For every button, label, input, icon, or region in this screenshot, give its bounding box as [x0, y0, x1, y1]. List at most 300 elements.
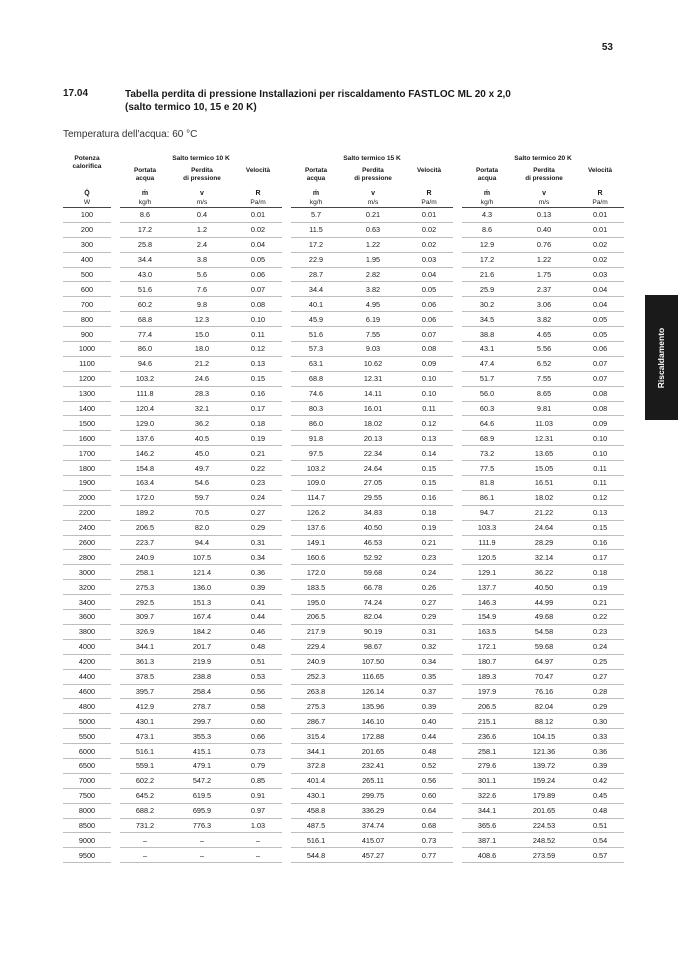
- pressure-cell: 9.03: [341, 342, 405, 357]
- flow-cell: 344.1: [291, 744, 341, 759]
- power-cell: 4200: [63, 654, 111, 669]
- flow-cell: 240.9: [291, 654, 341, 669]
- flow-cell: 51.6: [291, 327, 341, 342]
- velocity-cell: 0.12: [405, 416, 453, 431]
- flow-cell: 195.0: [291, 595, 341, 610]
- velocity-cell: 0.27: [405, 595, 453, 610]
- velocity-cell: 0.36: [576, 744, 624, 759]
- velocity-cell: 0.40: [405, 714, 453, 729]
- pressure-cell: 776.3: [170, 818, 234, 833]
- power-cell: 900: [63, 327, 111, 342]
- side-tab-riscaldamento: [645, 295, 678, 420]
- pressure-cell: 0.63: [341, 222, 405, 237]
- velocity-cell: 0.73: [405, 833, 453, 848]
- pressure-cell: 0.21: [341, 208, 405, 223]
- velocity-cell: 0.13: [405, 431, 453, 446]
- flow-cell: 28.7: [291, 267, 341, 282]
- velocity-cell: –: [234, 833, 282, 848]
- flow-cell: 645.2: [120, 788, 170, 803]
- table-row: [63, 222, 624, 237]
- table-row: [63, 535, 624, 550]
- flow-cell: 45.9: [291, 312, 341, 327]
- velocity-header: Velocità: [587, 167, 613, 174]
- flow-header: [120, 167, 170, 189]
- velocity-cell: 0.25: [576, 654, 624, 669]
- flow-cell: 559.1: [120, 758, 170, 773]
- pressure-cell: 52.92: [341, 550, 405, 565]
- table-row: [63, 818, 624, 833]
- velocity-cell: 0.29: [576, 699, 624, 714]
- flow-cell: –: [120, 848, 170, 863]
- velocity-cell: 0.24: [576, 639, 624, 654]
- flow-symbol: ṁ: [312, 189, 320, 197]
- flow-cell: 129.0: [120, 416, 170, 431]
- flow-cell: 154.9: [462, 610, 512, 625]
- velocity-cell: 0.21: [234, 446, 282, 461]
- flow-cell: 279.6: [462, 758, 512, 773]
- velocity-cell: 0.18: [234, 416, 282, 431]
- flow-cell: 223.7: [120, 535, 170, 550]
- velocity-cell: 0.15: [576, 520, 624, 535]
- velocity-cell: 0.68: [405, 818, 453, 833]
- table-row: [63, 624, 624, 639]
- flow-cell: 103.3: [462, 520, 512, 535]
- pressure-cell: 88.12: [512, 714, 576, 729]
- power-cell: 700: [63, 297, 111, 312]
- flow-cell: 236.6: [462, 729, 512, 744]
- pressure-header-line2: di pressione: [525, 174, 563, 182]
- velocity-cell: 0.22: [234, 461, 282, 476]
- pressure-cell: 6.19: [341, 312, 405, 327]
- flow-cell: 4.3: [462, 208, 512, 223]
- flow-cell: 344.1: [462, 803, 512, 818]
- flow-cell: 68.9: [462, 431, 512, 446]
- velocity-cell: 0.29: [405, 610, 453, 625]
- pressure-cell: 1.22: [341, 237, 405, 252]
- flow-cell: 473.1: [120, 729, 170, 744]
- power-cell: 400: [63, 252, 111, 267]
- group-header-15k: Salto termico 15 K: [343, 155, 401, 162]
- pressure-cell: 40.50: [512, 580, 576, 595]
- velocity-cell: 0.18: [405, 505, 453, 520]
- power-cell: 1000: [63, 342, 111, 357]
- pressure-header: [170, 167, 234, 189]
- pressure-cell: 20.13: [341, 431, 405, 446]
- flow-cell: 17.2: [120, 222, 170, 237]
- table-row: [63, 565, 624, 580]
- power-cell: 3200: [63, 580, 111, 595]
- flow-cell: 183.5: [291, 580, 341, 595]
- velocity-symbol: v: [200, 189, 204, 197]
- velocity-cell: 0.26: [405, 580, 453, 595]
- flow-cell: 5.7: [291, 208, 341, 223]
- flow-cell: 120.5: [462, 550, 512, 565]
- pressure-cell: 1.2: [170, 222, 234, 237]
- velocity-cell: 0.34: [234, 550, 282, 565]
- pressure-cell: 415.1: [170, 744, 234, 759]
- velocity-cell: 0.07: [576, 371, 624, 386]
- power-header-line2: calorifica: [72, 163, 102, 170]
- velocity-cell: 0.46: [234, 624, 282, 639]
- group-header-10k: Salto termico 10 K: [172, 155, 230, 162]
- velocity-cell: 0.04: [405, 267, 453, 282]
- flow-cell: 47.4: [462, 356, 512, 371]
- pressure-cell: 2.82: [341, 267, 405, 282]
- pressure-cell: 219.9: [170, 654, 234, 669]
- flow-cell: 77.4: [120, 327, 170, 342]
- pressure-loss-table: [63, 155, 624, 863]
- section-title: [125, 88, 511, 114]
- pressure-cell: 151.3: [170, 595, 234, 610]
- velocity-cell: 0.01: [576, 222, 624, 237]
- flow-cell: 458.8: [291, 803, 341, 818]
- flow-cell: 197.9: [462, 684, 512, 699]
- table-row: [63, 580, 624, 595]
- flow-cell: 86.1: [462, 490, 512, 505]
- power-cell: 7000: [63, 773, 111, 788]
- power-header: [63, 155, 111, 189]
- pressure-cell: 0.76: [512, 237, 576, 252]
- flow-cell: 114.7: [291, 490, 341, 505]
- velocity-cell: 0.21: [405, 535, 453, 550]
- power-cell: 3800: [63, 624, 111, 639]
- velocity-cell: 0.48: [234, 639, 282, 654]
- velocity-cell: 0.30: [576, 714, 624, 729]
- table-row: [63, 461, 624, 476]
- table-row: [63, 848, 624, 863]
- pressure-cell: 13.65: [512, 446, 576, 461]
- flow-cell: 430.1: [120, 714, 170, 729]
- power-cell: 6500: [63, 758, 111, 773]
- pressure-cell: 184.2: [170, 624, 234, 639]
- velocity-cell: 0.04: [576, 282, 624, 297]
- pressure-cell: 0.40: [512, 222, 576, 237]
- table-row: [63, 267, 624, 282]
- pressure-cell: 126.14: [341, 684, 405, 699]
- velocity-cell: 0.19: [234, 431, 282, 446]
- table-row: [63, 282, 624, 297]
- pressure-cell: 18.0: [170, 342, 234, 357]
- velocity-symbol: v: [542, 189, 546, 197]
- velocity-cell: 0.44: [405, 729, 453, 744]
- velocity-cell: 0.01: [576, 208, 624, 223]
- flow-cell: 286.7: [291, 714, 341, 729]
- velocity-header: Velocità: [245, 167, 271, 174]
- power-unit: W: [63, 197, 111, 208]
- velocity-cell: 0.56: [234, 684, 282, 699]
- velocity-cell: 0.06: [405, 297, 453, 312]
- pressure-cell: 49.7: [170, 461, 234, 476]
- flow-cell: 395.7: [120, 684, 170, 699]
- velocity-cell: 0.09: [576, 416, 624, 431]
- velocity-cell: 0.05: [234, 252, 282, 267]
- flow-cell: 137.6: [291, 520, 341, 535]
- flow-cell: 17.2: [291, 237, 341, 252]
- table-row: [63, 803, 624, 818]
- velocity-cell: 0.48: [405, 744, 453, 759]
- pressure-cell: 4.95: [341, 297, 405, 312]
- flow-cell: 206.5: [462, 699, 512, 714]
- pressure-cell: 3.82: [341, 282, 405, 297]
- pressure-cell: 82.04: [512, 699, 576, 714]
- pressure-cell: 24.64: [512, 520, 576, 535]
- pressure-cell: 179.89: [512, 788, 576, 803]
- velocity-cell: 0.06: [576, 342, 624, 357]
- flow-cell: 258.1: [462, 744, 512, 759]
- pressure-cell: 336.29: [341, 803, 405, 818]
- flow-cell: 516.1: [291, 833, 341, 848]
- flow-cell: 137.7: [462, 580, 512, 595]
- flow-header-line2: acqua: [306, 174, 326, 182]
- velocity-cell: 0.09: [405, 356, 453, 371]
- flow-cell: 275.3: [291, 699, 341, 714]
- pressure-cell: 59.68: [341, 565, 405, 580]
- pressure-cell: 201.65: [512, 803, 576, 818]
- flow-cell: 372.8: [291, 758, 341, 773]
- pressure-cell: 355.3: [170, 729, 234, 744]
- velocity-cell: 0.19: [576, 580, 624, 595]
- velocity-unit: m/s: [341, 197, 405, 208]
- flow-cell: 315.4: [291, 729, 341, 744]
- velocity-cell: 0.10: [405, 386, 453, 401]
- velocity-cell: 0.02: [576, 237, 624, 252]
- velocity-cell: 0.34: [405, 654, 453, 669]
- flow-cell: 21.6: [462, 267, 512, 282]
- flow-cell: 408.6: [462, 848, 512, 863]
- flow-cell: 80.3: [291, 401, 341, 416]
- pressure-cell: 54.58: [512, 624, 576, 639]
- flow-cell: 86.0: [291, 416, 341, 431]
- velocity-cell: 0.13: [234, 356, 282, 371]
- pressure-cell: 15.0: [170, 327, 234, 342]
- flow-header-line1: Portata: [305, 167, 328, 174]
- flow-cell: 160.6: [291, 550, 341, 565]
- table-row: [63, 595, 624, 610]
- velocity-cell: 0.07: [576, 356, 624, 371]
- table-row: [63, 758, 624, 773]
- pressure-header-line1: Perdita: [533, 167, 555, 174]
- flow-cell: 206.5: [120, 520, 170, 535]
- pressure-cell: 12.31: [512, 431, 576, 446]
- velocity-cell: 0.58: [234, 699, 282, 714]
- flow-cell: 111.8: [120, 386, 170, 401]
- velocity-cell: 0.31: [405, 624, 453, 639]
- pressure-cell: 104.15: [512, 729, 576, 744]
- pressure-cell: 1.75: [512, 267, 576, 282]
- velocity-cell: 0.08: [576, 386, 624, 401]
- flow-symbol: ṁ: [483, 189, 491, 197]
- velocity-cell: 0.60: [234, 714, 282, 729]
- power-cell: 5500: [63, 729, 111, 744]
- flow-cell: 103.2: [120, 371, 170, 386]
- velocity-cell: 0.10: [576, 431, 624, 446]
- power-cell: 4000: [63, 639, 111, 654]
- table-row: [63, 788, 624, 803]
- flow-cell: 103.2: [291, 461, 341, 476]
- velocity-cell: 0.39: [576, 758, 624, 773]
- velocity-cell: 0.29: [234, 520, 282, 535]
- table-row: [63, 208, 624, 223]
- table-row: [63, 773, 624, 788]
- velocity-cell: 0.77: [405, 848, 453, 863]
- table-row: [63, 476, 624, 491]
- flow-cell: –: [120, 833, 170, 848]
- pressure-cell: 28.3: [170, 386, 234, 401]
- flow-cell: 63.1: [291, 356, 341, 371]
- table-row: [63, 669, 624, 684]
- pressure-cell: 6.52: [512, 356, 576, 371]
- flow-cell: 731.2: [120, 818, 170, 833]
- velocity-cell: 0.28: [576, 684, 624, 699]
- flow-cell: 25.8: [120, 237, 170, 252]
- velocity-cell: 0.08: [405, 342, 453, 357]
- flow-cell: 365.6: [462, 818, 512, 833]
- velocity-cell: 1.03: [234, 818, 282, 833]
- flow-cell: 172.0: [120, 490, 170, 505]
- pressure-cell: 7.6: [170, 282, 234, 297]
- pressure-cell: 619.5: [170, 788, 234, 803]
- flow-cell: 240.9: [120, 550, 170, 565]
- flow-cell: 34.5: [462, 312, 512, 327]
- velocity-cell: 0.07: [234, 282, 282, 297]
- power-cell: 4800: [63, 699, 111, 714]
- pressure-cell: 232.41: [341, 758, 405, 773]
- velocity-cell: 0.52: [405, 758, 453, 773]
- pressure-cell: 2.37: [512, 282, 576, 297]
- flow-header: [291, 167, 341, 189]
- flow-cell: 40.1: [291, 297, 341, 312]
- flow-cell: 8.6: [120, 208, 170, 223]
- velocity-cell: 0.27: [234, 505, 282, 520]
- flow-cell: 109.0: [291, 476, 341, 491]
- pressure-cell: 28.29: [512, 535, 576, 550]
- pressure-cell: 76.16: [512, 684, 576, 699]
- power-cell: 1100: [63, 356, 111, 371]
- pressure-cell: 415.07: [341, 833, 405, 848]
- power-cell: 500: [63, 267, 111, 282]
- power-cell: 2200: [63, 505, 111, 520]
- table-row: [63, 416, 624, 431]
- flow-cell: 229.4: [291, 639, 341, 654]
- flow-cell: 25.9: [462, 282, 512, 297]
- flow-cell: 387.1: [462, 833, 512, 848]
- velocity-cell: 0.60: [405, 788, 453, 803]
- flow-cell: 189.3: [462, 669, 512, 684]
- velocity-cell: 0.15: [405, 476, 453, 491]
- pressure-header-line2: di pressione: [354, 174, 392, 182]
- table-row: [63, 505, 624, 520]
- velocity-cell: 0.23: [405, 550, 453, 565]
- flow-cell: 94.6: [120, 356, 170, 371]
- table-row: [63, 297, 624, 312]
- pressure-header: [341, 167, 405, 189]
- pressure-cell: 40.5: [170, 431, 234, 446]
- table-row: [63, 446, 624, 461]
- velocity-cell: 0.06: [234, 267, 282, 282]
- pressure-cell: 32.14: [512, 550, 576, 565]
- pressure-cell: 45.0: [170, 446, 234, 461]
- pressure-cell: 12.31: [341, 371, 405, 386]
- flow-header: [462, 167, 512, 189]
- pressure-cell: 299.7: [170, 714, 234, 729]
- pressure-cell: 8.65: [512, 386, 576, 401]
- velocity-cell: 0.64: [405, 803, 453, 818]
- pressure-cell: 167.4: [170, 610, 234, 625]
- pressure-cell: 59.68: [512, 639, 576, 654]
- table-row: [63, 714, 624, 729]
- flow-cell: 91.8: [291, 431, 341, 446]
- flow-cell: 73.2: [462, 446, 512, 461]
- velocity-cell: 0.17: [234, 401, 282, 416]
- velocity-cell: 0.03: [405, 252, 453, 267]
- pressure-cell: 299.75: [341, 788, 405, 803]
- velocity-cell: 0.15: [234, 371, 282, 386]
- table-row: [63, 312, 624, 327]
- velocity-cell: 0.02: [405, 222, 453, 237]
- velocity-cell: 0.05: [576, 327, 624, 342]
- power-cell: 5000: [63, 714, 111, 729]
- pressure-cell: 66.78: [341, 580, 405, 595]
- pressure-cell: 2.4: [170, 237, 234, 252]
- velocity-cell: 0.02: [405, 237, 453, 252]
- pressure-cell: 70.47: [512, 669, 576, 684]
- velocity-cell: 0.35: [405, 669, 453, 684]
- flow-cell: 146.2: [120, 446, 170, 461]
- pressure-cell: 94.4: [170, 535, 234, 550]
- table-row: [63, 699, 624, 714]
- velocity-cell: 0.03: [576, 267, 624, 282]
- pressure-cell: 34.83: [341, 505, 405, 520]
- table-row: [63, 401, 624, 416]
- power-cell: 1200: [63, 371, 111, 386]
- velocity-cell: 0.16: [405, 490, 453, 505]
- power-cell: 300: [63, 237, 111, 252]
- velocity-cell: 0.37: [405, 684, 453, 699]
- pressure-cell: 46.53: [341, 535, 405, 550]
- flow-cell: 129.1: [462, 565, 512, 580]
- flow-cell: 60.3: [462, 401, 512, 416]
- pressure-cell: 9.81: [512, 401, 576, 416]
- velocity-cell: 0.16: [234, 386, 282, 401]
- velocity-cell: 0.08: [576, 401, 624, 416]
- flow-cell: 56.0: [462, 386, 512, 401]
- pressure-cell: –: [170, 848, 234, 863]
- power-cell: 100: [63, 208, 111, 223]
- velocity-cell: 0.56: [405, 773, 453, 788]
- flow-cell: 149.1: [291, 535, 341, 550]
- velocity-cell: 0.11: [405, 401, 453, 416]
- power-cell: 2400: [63, 520, 111, 535]
- pressure-cell: 9.8: [170, 297, 234, 312]
- velocity-cell: 0.31: [234, 535, 282, 550]
- table-row: [63, 744, 624, 759]
- velocity-header: Velocità: [416, 167, 442, 174]
- power-cell: 7500: [63, 788, 111, 803]
- flow-cell: 30.2: [462, 297, 512, 312]
- pressure-cell: 59.7: [170, 490, 234, 505]
- pressure-header: [512, 167, 576, 189]
- flow-cell: 217.9: [291, 624, 341, 639]
- temperature-note: Temperatura dell'acqua: 60 °C: [63, 129, 198, 140]
- flow-cell: 361.3: [120, 654, 170, 669]
- flow-cell: 120.4: [120, 401, 170, 416]
- pressure-cell: 1.22: [512, 252, 576, 267]
- power-cell: 6000: [63, 744, 111, 759]
- velocity-cell: 0.33: [576, 729, 624, 744]
- pressure-header-line2: di pressione: [183, 174, 221, 182]
- pressure-cell: 258.4: [170, 684, 234, 699]
- velocity-cell: 0.06: [405, 312, 453, 327]
